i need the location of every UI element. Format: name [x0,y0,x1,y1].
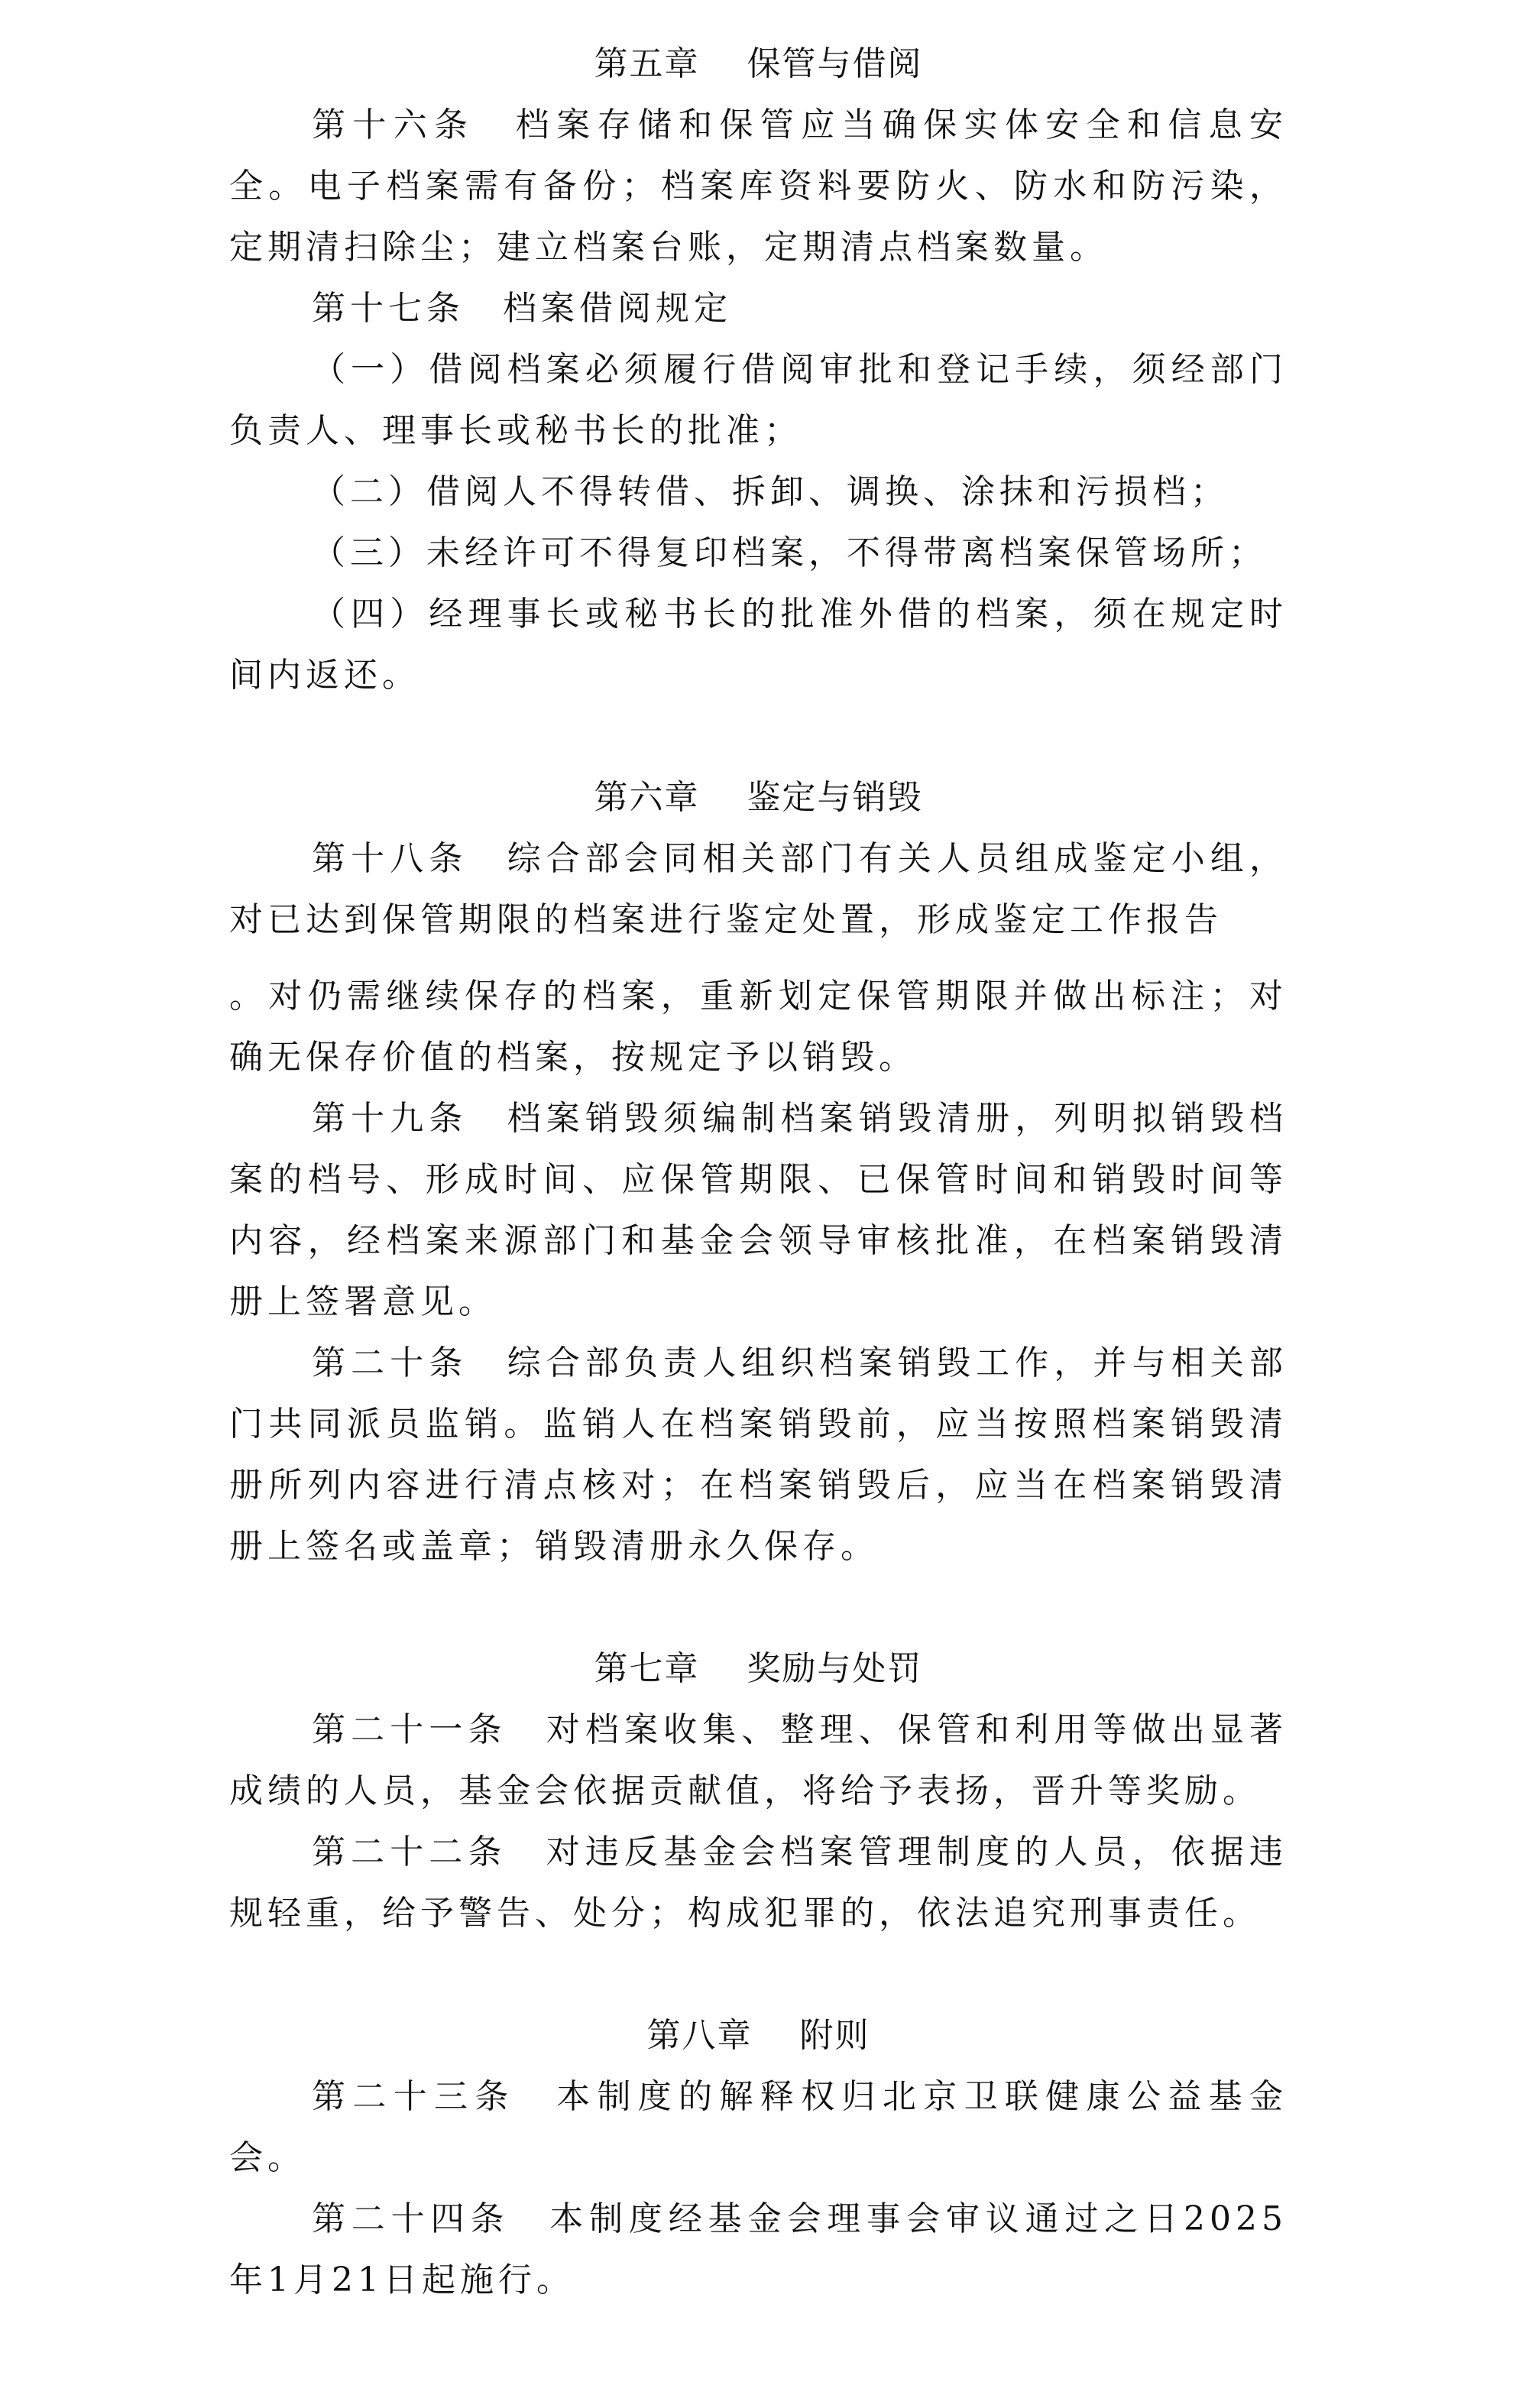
article-text: 档案存储和保管应当确保实体安全和信息安全。电子档案需有备份；档案库资料要防火、防水和防污染，定期清扫除尘；建立档案台账，定期清点档案数量。 [229,105,1288,267]
article-text: 档案借阅规定 [503,289,732,328]
article-text: 综合部负责人组织档案销毁工作，并与相关部门共同派员监销。监销人在档案销毁前，应当按照档案销毁清册所列内容进行清点核对；在档案销毁后，应当在档案销毁清册上签名或盖章；销毁清册永久保存。 [229,1343,1288,1566]
article-number: 第十八条 [312,839,468,878]
article-number: 第十九条 [312,1099,468,1138]
list-item [229,339,1288,462]
list-item [229,462,1288,523]
list-item [229,584,1288,706]
article-text: 。对仍需继续保存的档案，重新划定保管期限并做出标注；对确无保存价值的档案，按规定予以销毁。 [229,977,1288,1077]
article-paragraph [229,1333,1288,1577]
article-text: 综合部会同相关部门有关人员组成鉴定小组，对已达到保管期限的档案进行鉴定处置，形成鉴定工作报告 [229,839,1288,939]
article-paragraph [229,95,1288,278]
article-text: 对违反基金会档案管理制度的人员，依据违规轻重，给予警告、处分；构成犯罪的，依法追究刑事责任。 [229,1833,1288,1933]
article-number: 第二十条 [312,1343,468,1382]
article-continuation [229,966,1288,1088]
list-item-text: （二）借阅人不得转借、拆卸、调换、涂抹和污损档； [312,472,1229,511]
list-item-text: （四）经理事长或秘书长的批准外借的档案，须在规定时间内返还。 [229,595,1288,695]
section-spacer [229,1944,1288,2005]
article-paragraph [229,828,1288,951]
article-text: 对档案收集、整理、保管和利用等做出显著成绩的人员，基金会依据贡献值，将给予表扬，晋升等奖励。 [229,1710,1288,1810]
article-paragraph [229,1700,1288,1822]
article-text: 本制度经基金会理事会审议通过之日2025年1月21日起施行。 [229,2199,1288,2299]
article-number: 第十六条 [312,105,475,144]
article-number: 第二十三条 [312,2077,516,2116]
document-page [229,34,1288,2311]
article-number: 第二十二条 [312,1833,507,1872]
chapter-title: 第六章 鉴定与销毁 [594,778,923,817]
chapter-title: 第五章 保管与借阅 [594,44,923,83]
article-paragraph [229,2189,1288,2311]
list-item-text: （三）未经许可不得复印档案，不得带离档案保管场所； [312,533,1267,572]
article-number: 第二十一条 [312,1710,507,1749]
section-spacer [229,706,1288,767]
article-number: 第二十四条 [312,2199,510,2238]
article-paragraph [229,278,1288,339]
article-number: 第十七条 [312,289,465,328]
article-text: 档案销毁须编制档案销毁清册，列明拟销毁档案的档号、形成时间、应保管期限、已保管时间和销毁时间等内容，经档案来源部门和基金会领导审核批准，在档案销毁清册上签署意见。 [229,1099,1288,1321]
article-paragraph [229,1088,1288,1333]
chapter-title: 第八章 附则 [646,2016,870,2055]
article-text: 本制度的解释权归北京卫联健康公益基金会。 [229,2077,1288,2177]
list-item-text: （一）借阅档案必须履行借阅审批和登记手续，须经部门负责人、理事长或秘书长的批准； [229,350,1288,450]
list-item [229,523,1288,584]
article-paragraph [229,1822,1288,1944]
line-spacer [229,951,1288,966]
chapter-title: 第七章 奖励与处罚 [594,1649,923,1688]
article-paragraph [229,2066,1288,2189]
section-spacer [229,1577,1288,1638]
